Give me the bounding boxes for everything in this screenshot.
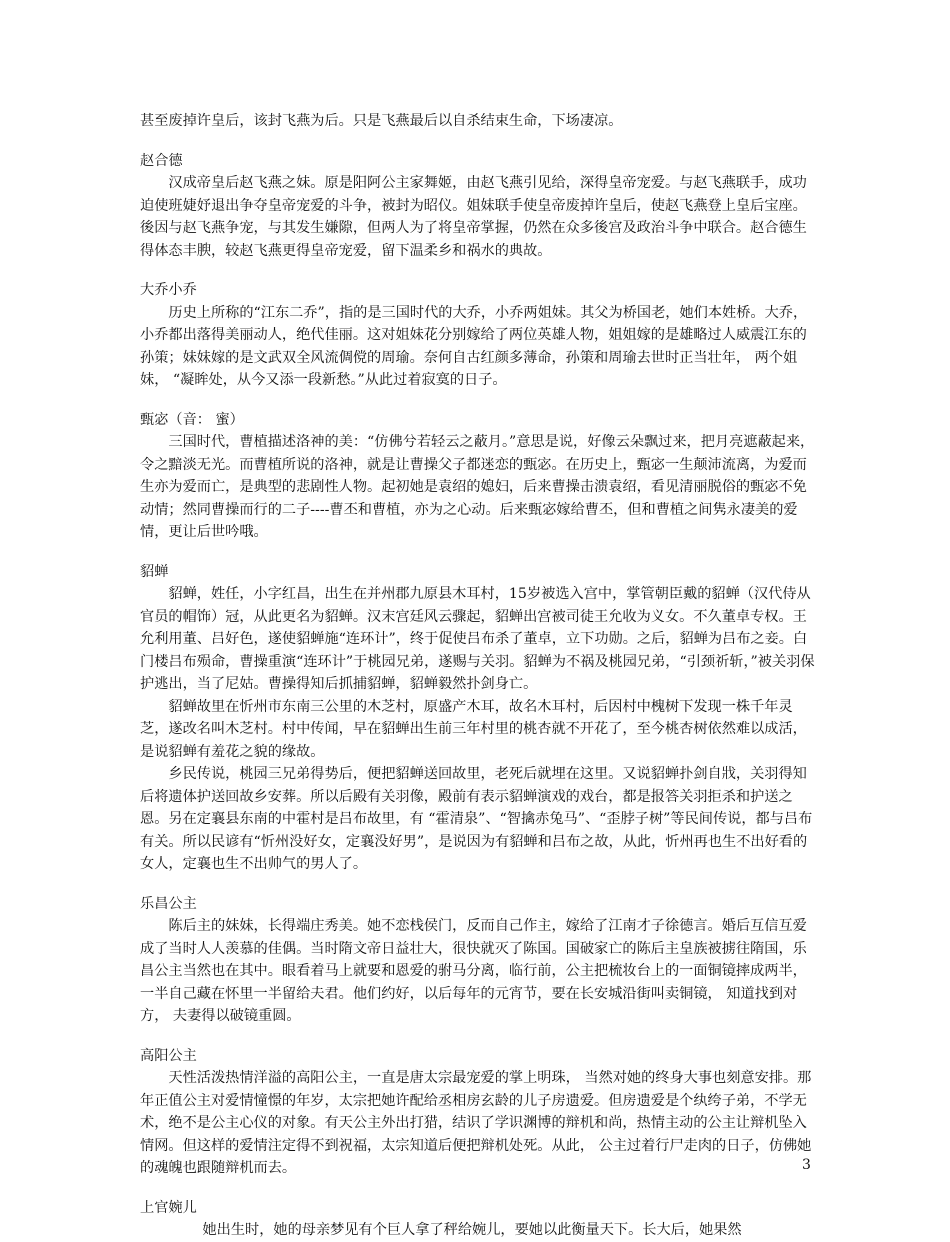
paragraph: 汉成帝皇后赵飞燕之妹。原是阳阿公主家舞姬，由赵飞燕引见给，深得皇帝宠爱。与赵飞燕联手，成功迫使班婕妤退出争夺皇帝宠爱的斗争，被封为昭仪。姐妹联手使皇帝废掉许皇后，使赵飞燕登上皇后宝座。後因与赵飞燕争宠，与其发生嫌隙，但两人为了将皇帝掌握，仍然在众多後宫及政治斗争中联合。赵合德生得体态丰腴，较赵飞燕更得皇帝宠爱，留下温柔乡和祸水的典故。 <box>140 175 807 259</box>
paragraph: 三国时代，曹植描述洛神的美：“仿佛兮若轻云之蔽月。”意思是说，好像云朵飘过来，把月亮遮蔽起来，令之黯淡无光。而曹植所说的洛神，就是让曹操父子都迷恋的甄宓。在历史上，甄宓一生颠沛流离，为爱而生亦为爱而亡，是典型的悲剧性人物。起初她是袁绍的媳妇，后来曹操击溃袁绍，看见清丽脱俗的甄宓不免动情；然同曹操而行的二子----曹丕和曹植，亦为之心动。后来甄宓嫁给曹丕，但和曹植之间隽永凄美的爱情，更让后世吟哦。 <box>140 434 815 540</box>
paragraph: 天性活泼热情洋溢的高阳公主，一直是唐太宗最宠爱的掌上明珠， 当然对她的终身大事也刻意安排。那年正值公主对爱情憧憬的年岁，太宗把她许配给丞相房玄龄的儿子房遗爱。但房遗爱是个纨绔子弟，不学无术，绝不是公主心仪的对象。有天公主外出打猎，结识了学识渊博的辩机和尚，热情主动的公主让辩机坠入情网。但这样的爱情注定得不到祝福，太宗知道后便把辩机处死。从此， 公主过着行尸走肉的日子，仿佛她的魂魄也跟随辩机而去。 <box>140 1070 812 1176</box>
paragraph: 貂蝉，姓任，小字红昌，出生在并州郡九原县木耳村，15岁被选入宫中，掌管朝臣戴的貂蝉（汉代侍从官员的帽饰）冠，从此更名为貂蝉。汉末宫廷风云骤起，貂蝉出宫被司徒王允收为义女。不久董卓专权。王允利用董、吕好色，遂使貂蝉施“连环计”，终于促使吕布杀了董卓，立下功勋。之后，貂蝉为吕布之妾。白门楼吕布殒命，曹操重演“连环计”于桃园兄弟，遂赐与关羽。貂蝉为不祸及桃园兄弟，“引颈祈斩，”被关羽保护逃出，当了尼姑。曹操得知后抓捕貂蝉，貂蝉毅然扑剑身亡。 <box>140 586 815 692</box>
paragraph: 历史上所称的“江东二乔”，指的是三国时代的大乔，小乔两姐妹。其父为桥国老，她们本姓桥。大乔，小乔都出落得美丽动人，绝代佳丽。这对姐妹花分别嫁给了两位英雄人物，姐姐嫁的是雄略过人威震江东的孙策；妹妹嫁的是文武双全风流倜傥的周瑜。奈何自古红颜多薄命，孙策和周瑜去世时正当壮年， 两个姐妹， “凝眸处，从今又添一段新愁。”从此过着寂寞的日子。 <box>140 304 808 388</box>
paragraph: 她出生时，她的母亲梦见有个巨人拿了秤给婉儿，要她以此衡量天下。长大后，她果然 <box>202 1222 742 1238</box>
section-title: 甄宓（音： 蜜） <box>140 411 244 428</box>
paragraph: 貂蝉故里在忻州市东南三公里的木芝村，原盛产木耳，故名木耳村，后因村中槐树下发现一株千年灵芝，遂改名叫木芝村。村中传闻，早在貂蝉出生前三年村里的桃杏就不开花了，至今桃杏树依然难以成活，是说貂蝉有羞花之貌的缘故。 <box>140 698 807 760</box>
section-shangguan-wan-er <box>140 1197 816 1242</box>
section-zhen-mi <box>140 409 816 544</box>
section-gao-yang-gongzhu <box>140 1045 816 1180</box>
section-title: 上官婉儿 <box>140 1199 197 1216</box>
intro-line: 甚至废掉许皇后，该封飞燕为后。只是飞燕最后以自杀结束生命，下场凄凉。 <box>140 113 623 129</box>
section-diao-chan <box>140 561 816 876</box>
paragraph: 陈后主的妹妹，长得端庄秀美。她不恋栈侯门，反而自己作主，嫁给了江南才子徐德言。婚后互信互爱成了当时人人羡慕的佳偶。当时隋文帝日益壮大，很快就灭了陈国。国破家亡的陈后主皇族被掳往隋国，乐昌公主当然也在其中。眼看着马上就要和恩爱的驸马分离，临行前，公主把梳妆台上的一面铜镜摔成两半，一半自己藏在怀里一半留给夫君。他们约好，以后每年的元宵节，要在长安城沿街叫卖铜镜， 知道找到对方， 夫妻得以破镜重圆。 <box>140 918 807 1024</box>
paragraph: 乡民传说，桃园三兄弟得势后，便把貂蝉送回故里，老死后就埋在这里。又说貂蝉扑剑自戕，关羽得知后将遗体护送回故乡安葬。所以后殿有关羽像，殿前有表示貂蝉演戏的戏台，都是报答关羽拒杀和护送之恩。另在定襄县东南的中霍村是吕布故里，有 “霍清泉”、“智擒赤兔马”、“歪脖子树”等民间传说，都与吕布有关。所以民谚有“忻州没好女，定襄没好男”，是说因为有貂蝉和吕布之故，从此，忻州再也生不出好看的女人，定襄也生不出帅气的男人了。 <box>140 766 813 872</box>
document-page <box>140 110 816 1242</box>
section-le-chang-gongzhu <box>140 893 816 1028</box>
section-title: 高阳公主 <box>140 1047 197 1064</box>
section-title: 貂蝉 <box>140 563 169 580</box>
section-title: 赵合德 <box>140 152 183 169</box>
page-number: 3 <box>802 1157 811 1173</box>
section-title: 大乔小乔 <box>140 282 197 298</box>
section-title: 乐昌公主 <box>140 895 197 912</box>
section-zhao-hede <box>140 150 816 263</box>
section-da-qiao-xiao-qiao <box>140 279 816 392</box>
